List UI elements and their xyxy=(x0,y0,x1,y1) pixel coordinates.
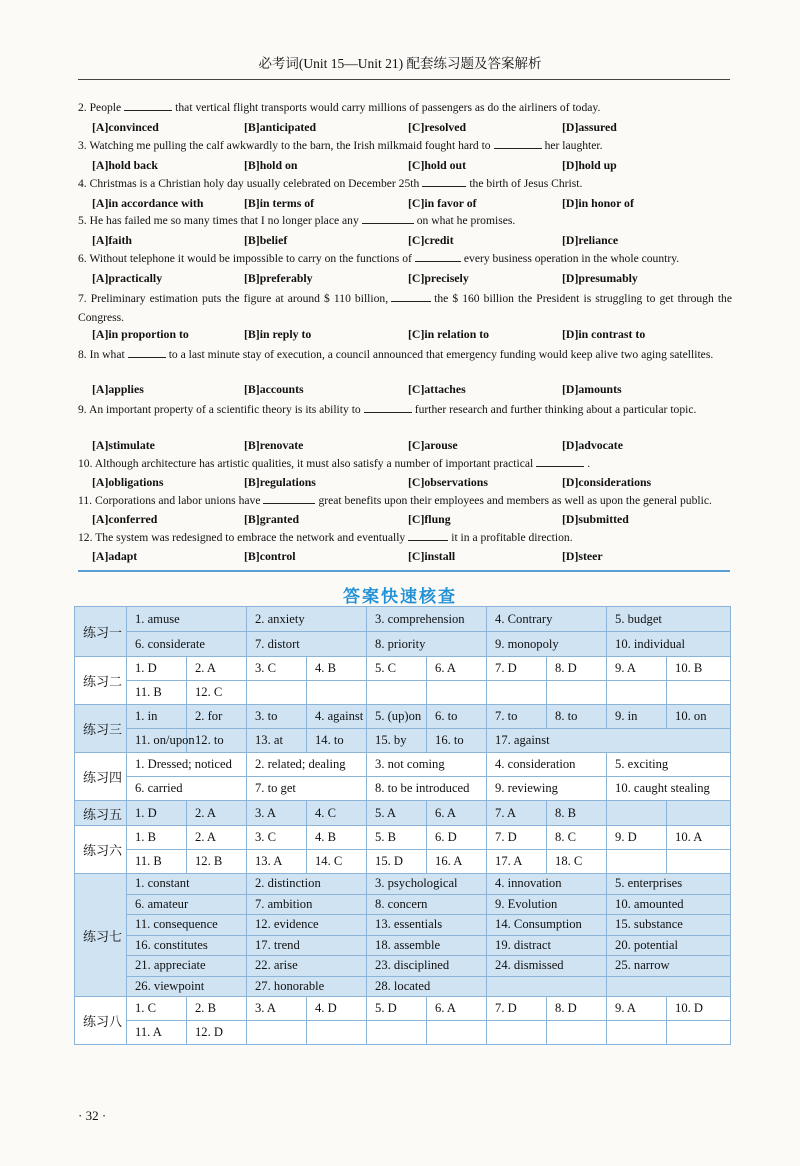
answer-cell xyxy=(607,976,731,997)
option-a: [A]convinced xyxy=(92,120,159,134)
answer-cell: 4. B xyxy=(307,826,367,850)
answer-row xyxy=(75,874,731,895)
answer-cell: 11. on/upon xyxy=(127,729,187,753)
option-c: [C]arouse xyxy=(408,438,458,452)
exercise-label: 练习六 xyxy=(75,826,127,874)
answer-cell: 3. not coming xyxy=(367,753,487,777)
question-text-after: the $ 160 billion the President is struggling to get through the Congress. xyxy=(78,292,732,324)
option-d: [D]in contrast to xyxy=(562,327,646,341)
answer-row xyxy=(75,850,731,874)
answer-cell: 8. C xyxy=(547,826,607,850)
option-c: [C]credit xyxy=(408,233,454,247)
answer-cell: 19. distract xyxy=(487,935,607,956)
exercise-label: 练习五 xyxy=(75,801,127,826)
answer-cell: 11. B xyxy=(127,850,187,874)
answer-cell: 17. A xyxy=(487,850,547,874)
option-d: [D]in honor of xyxy=(562,196,634,210)
question-text-after: further research and further thinking about a particular topic. xyxy=(414,403,697,416)
option-b: [B]preferably xyxy=(244,271,313,285)
answer-cell: 7. to xyxy=(487,705,547,729)
option-d: [D]advocate xyxy=(562,438,623,452)
answer-cell xyxy=(487,681,547,705)
answer-cell: 26. viewpoint xyxy=(127,976,247,997)
answer-row xyxy=(75,976,731,997)
answer-cell: 10. individual xyxy=(607,632,731,657)
option-b: [B]granted xyxy=(244,512,300,526)
answer-cell: 3. C xyxy=(247,657,307,681)
answer-cell: 3. to xyxy=(247,705,307,729)
answer-cell: 4. against xyxy=(307,705,367,729)
page-number: · 32 · xyxy=(78,1108,107,1123)
option-d: [D]steer xyxy=(562,549,603,563)
question-text-before: He has failed me so many times that I no longer place any xyxy=(86,214,359,227)
exercise-label: 练习二 xyxy=(75,657,127,705)
answer-cell xyxy=(547,681,607,705)
answer-cell: 7. to get xyxy=(247,777,367,801)
answer-cell: 3. psychological xyxy=(367,874,487,895)
answer-blank xyxy=(391,291,431,302)
answer-cell xyxy=(607,1021,667,1045)
answer-cell xyxy=(307,681,367,705)
question-text-before: The system was redesigned to embrace the network and eventually xyxy=(92,531,406,544)
question-number: 11. xyxy=(78,494,93,507)
question-3 xyxy=(78,138,732,152)
answer-cell: 14. C xyxy=(307,850,367,874)
answer-cell: 4. innovation xyxy=(487,874,607,895)
answer-row xyxy=(75,801,731,826)
answer-row xyxy=(75,681,731,705)
answer-cell: 6. A xyxy=(427,657,487,681)
question-text-after: the birth of Jesus Christ. xyxy=(469,177,583,190)
answer-cell: 1. C xyxy=(127,997,187,1021)
answer-row xyxy=(75,753,731,777)
option-d: [D]considerations xyxy=(562,475,652,489)
answer-cell: 28. located xyxy=(367,976,487,997)
option-d: [D]assured xyxy=(562,120,617,134)
answer-cell: 4. C xyxy=(307,801,367,826)
answer-cell: 3. A xyxy=(247,997,307,1021)
question-5 xyxy=(78,213,732,227)
option-d: [D]presumably xyxy=(562,271,638,285)
exercise-label: 练习四 xyxy=(75,753,127,801)
option-a: [A]hold back xyxy=(92,158,158,172)
question-number: 6. xyxy=(78,252,87,265)
option-b: [B]hold on xyxy=(244,158,298,172)
answer-cell: 12. C xyxy=(187,681,247,705)
question-4 xyxy=(78,176,732,190)
option-b: [B]in terms of xyxy=(244,196,315,210)
answer-cell: 5. D xyxy=(367,997,427,1021)
answer-cell: 3. comprehension xyxy=(367,607,487,632)
answer-cell: 9. monopoly xyxy=(487,632,607,657)
option-b: [B]belief xyxy=(244,233,288,247)
answer-cell: 7. distort xyxy=(247,632,367,657)
answer-cell: 14. Consumption xyxy=(487,915,607,936)
answer-cell: 6. A xyxy=(427,997,487,1021)
answer-cell: 1. amuse xyxy=(127,607,247,632)
answer-row xyxy=(75,956,731,977)
option-c: [C]in relation to xyxy=(408,327,490,341)
answer-cell: 16. to xyxy=(427,729,487,753)
header-rule xyxy=(78,79,730,80)
answer-cell xyxy=(367,681,427,705)
answer-cell: 5. (up)on xyxy=(367,705,427,729)
answer-cell xyxy=(487,976,607,997)
answer-cell: 8. D xyxy=(547,657,607,681)
answer-blank xyxy=(263,493,315,504)
question-number: 4. xyxy=(78,177,87,190)
answer-cell: 4. B xyxy=(307,657,367,681)
answer-cell: 2. for xyxy=(187,705,247,729)
option-c: [C]hold out xyxy=(408,158,467,172)
answer-blank xyxy=(408,530,448,541)
answer-cell: 17. trend xyxy=(247,935,367,956)
answer-cell: 16. constitutes xyxy=(127,935,247,956)
question-text-before: Preliminary estimation puts the figure at around $ 110 billion, xyxy=(86,292,389,305)
answer-cell: 5. enterprises xyxy=(607,874,731,895)
option-c: [C]install xyxy=(408,549,456,563)
answer-cell xyxy=(427,681,487,705)
answer-cell xyxy=(247,1021,307,1045)
answer-cell: 12. evidence xyxy=(247,915,367,936)
option-c: [C]in favor of xyxy=(408,196,477,210)
answer-cell: 22. arise xyxy=(247,956,367,977)
answer-cell: 8. to xyxy=(547,705,607,729)
answer-blank xyxy=(536,456,584,467)
answer-cell: 8. to be introduced xyxy=(367,777,487,801)
option-a: [A]applies xyxy=(92,382,144,396)
answer-cell: 11. consequence xyxy=(127,915,247,936)
answer-row xyxy=(75,607,731,632)
answer-cell: 27. honorable xyxy=(247,976,367,997)
answer-cell: 24. dismissed xyxy=(487,956,607,977)
answer-cell: 18. C xyxy=(547,850,607,874)
option-d: [D]amounts xyxy=(562,382,622,396)
question-text-before: Although architecture has artistic qualities, it must also satisfy a number of important practical xyxy=(92,457,534,470)
answer-blank xyxy=(494,138,542,149)
answer-cell: 5. exciting xyxy=(607,753,731,777)
answer-cell: 7. D xyxy=(487,657,547,681)
answer-cell: 9. D xyxy=(607,826,667,850)
question-8 xyxy=(78,345,732,364)
answer-row xyxy=(75,729,731,753)
answer-cell xyxy=(607,850,667,874)
answer-row xyxy=(75,705,731,729)
answer-cell: 1. D xyxy=(127,657,187,681)
answer-cell: 2. B xyxy=(187,997,247,1021)
option-c: [C]resolved xyxy=(408,120,467,134)
option-a: [A]conferred xyxy=(92,512,158,526)
answer-cell xyxy=(607,801,667,826)
answer-cell: 5. A xyxy=(367,801,427,826)
answer-cell: 17. against xyxy=(487,729,731,753)
answer-cell: 12. B xyxy=(187,850,247,874)
answer-cell: 10. D xyxy=(667,997,731,1021)
option-a: [A]obligations xyxy=(92,475,164,489)
answer-cell: 7. D xyxy=(487,997,547,1021)
exercise-label: 练习七 xyxy=(75,874,127,997)
option-b: [B]in reply to xyxy=(244,327,312,341)
answer-row xyxy=(75,777,731,801)
question-number: 7. xyxy=(78,292,87,305)
question-number: 9. xyxy=(78,403,87,416)
answer-blank xyxy=(124,100,172,111)
question-text-before: People xyxy=(86,101,122,114)
question-text-before: Corporations and labor unions have xyxy=(92,494,261,507)
option-a: [A]in proportion to xyxy=(92,327,189,341)
option-b: [B]accounts xyxy=(244,382,304,396)
option-a: [A]in accordance with xyxy=(92,196,204,210)
answer-cell xyxy=(547,1021,607,1045)
answer-cell: 15. D xyxy=(367,850,427,874)
answer-blank xyxy=(422,176,466,187)
answer-cell: 6. amateur xyxy=(127,894,247,915)
answer-cell: 5. B xyxy=(367,826,427,850)
answer-cell: 2. anxiety xyxy=(247,607,367,632)
option-c: [C]attaches xyxy=(408,382,466,396)
option-a: [A]practically xyxy=(92,271,163,285)
answer-cell: 25. narrow xyxy=(607,956,731,977)
answer-cell: 6. carried xyxy=(127,777,247,801)
answer-cell: 10. B xyxy=(667,657,731,681)
question-text-before: Watching me pulling the calf awkwardly to the barn, the Irish milkmaid fought hard to xyxy=(86,139,491,152)
question-10 xyxy=(78,456,732,470)
question-text-after: it in a profitable direction. xyxy=(451,531,573,544)
answer-cell: 4. consideration xyxy=(487,753,607,777)
option-a: [A]stimulate xyxy=(92,438,155,452)
answer-cell: 1. constant xyxy=(127,874,247,895)
answer-cell: 14. to xyxy=(307,729,367,753)
answer-cell: 10. caught stealing xyxy=(607,777,731,801)
answer-cell: 7. ambition xyxy=(247,894,367,915)
question-number: 8. xyxy=(78,348,87,361)
question-number: 3. xyxy=(78,139,87,152)
answer-cell: 20. potential xyxy=(607,935,731,956)
question-text-after: every business operation in the whole country. xyxy=(463,252,680,265)
answer-row xyxy=(75,997,731,1021)
question-number: 5. xyxy=(78,214,87,227)
answer-cell: 2. A xyxy=(187,826,247,850)
answer-cell: 8. B xyxy=(547,801,607,826)
question-11 xyxy=(78,493,732,507)
question-text-after: on what he promises. xyxy=(416,214,516,227)
answer-cell: 7. D xyxy=(487,826,547,850)
option-b: [B]regulations xyxy=(244,475,316,489)
answer-cell: 2. distinction xyxy=(247,874,367,895)
answer-row xyxy=(75,894,731,915)
answer-blank xyxy=(415,251,461,262)
question-text-before: Christmas is a Christian holy day usually celebrated on December 25th xyxy=(86,177,420,190)
option-c: [C]precisely xyxy=(408,271,469,285)
option-c: [C]flung xyxy=(408,512,451,526)
answer-row xyxy=(75,1021,731,1045)
option-d: [D]hold up xyxy=(562,158,617,172)
answer-blank xyxy=(128,347,166,358)
answer-cell: 9. A xyxy=(607,657,667,681)
answer-cell: 10. amounted xyxy=(607,894,731,915)
answer-cell: 5. C xyxy=(367,657,427,681)
question-text-after: to a last minute stay of execution, a council announced that emergency funding would keep alive two aging satellites. xyxy=(168,348,714,361)
answer-cell: 15. substance xyxy=(607,915,731,936)
question-6 xyxy=(78,251,732,265)
answer-cell: 2. A xyxy=(187,801,247,826)
section-divider xyxy=(78,570,730,572)
answer-cell: 3. A xyxy=(247,801,307,826)
answer-cell xyxy=(607,681,667,705)
answer-cell xyxy=(487,1021,547,1045)
answer-row xyxy=(75,632,731,657)
question-12 xyxy=(78,530,732,544)
answer-cell: 3. C xyxy=(247,826,307,850)
answer-cell: 1. D xyxy=(127,801,187,826)
answer-cell: 8. D xyxy=(547,997,607,1021)
question-text-before: Without telephone it would be impossible to carry on the functions of xyxy=(86,252,412,265)
answer-cell: 18. assemble xyxy=(367,935,487,956)
answer-cell xyxy=(367,1021,427,1045)
answer-cell: 9. Evolution xyxy=(487,894,607,915)
question-text-after: that vertical flight transports would carry millions of passengers as do the airliners of today. xyxy=(175,101,601,114)
option-c: [C]observations xyxy=(408,475,488,489)
question-number: 10. xyxy=(78,457,93,470)
answer-cell: 16. A xyxy=(427,850,487,874)
answer-cell xyxy=(667,681,731,705)
question-number: 2. xyxy=(78,101,87,114)
option-a: [A]adapt xyxy=(92,549,138,563)
option-b: [B]control xyxy=(244,549,296,563)
exercise-label: 练习三 xyxy=(75,705,127,753)
answer-cell: 23. disciplined xyxy=(367,956,487,977)
answer-cell: 10. on xyxy=(667,705,731,729)
answer-cell: 2. related; dealing xyxy=(247,753,367,777)
question-text-before: In what xyxy=(86,348,125,361)
answer-cell: 7. A xyxy=(487,801,547,826)
answer-cell xyxy=(667,850,731,874)
answer-cell: 1. B xyxy=(127,826,187,850)
answer-cell: 13. A xyxy=(247,850,307,874)
answer-row xyxy=(75,935,731,956)
answer-cell: 10. A xyxy=(667,826,731,850)
option-b: [B]anticipated xyxy=(244,120,317,134)
answer-cell: 15. by xyxy=(367,729,427,753)
answer-cell: 4. D xyxy=(307,997,367,1021)
answer-cell: 11. B xyxy=(127,681,187,705)
answer-cell: 21. appreciate xyxy=(127,956,247,977)
answer-cell: 12. to xyxy=(187,729,247,753)
answer-cell: 6. D xyxy=(427,826,487,850)
answer-cell: 2. A xyxy=(187,657,247,681)
answer-blank xyxy=(364,402,412,413)
answer-cell: 13. at xyxy=(247,729,307,753)
answer-row xyxy=(75,657,731,681)
question-7 xyxy=(78,289,732,327)
answer-cell: 11. A xyxy=(127,1021,187,1045)
exercise-label: 练习八 xyxy=(75,997,127,1045)
question-text-before: An important property of a scientific theory is its ability to xyxy=(86,403,361,416)
option-d: [D]reliance xyxy=(562,233,619,247)
option-a: [A]faith xyxy=(92,233,132,247)
answer-cell: 9. in xyxy=(607,705,667,729)
answer-cell: 6. considerate xyxy=(127,632,247,657)
answer-cell: 8. priority xyxy=(367,632,487,657)
answer-cell: 1. in xyxy=(127,705,187,729)
answer-cell: 8. concern xyxy=(367,894,487,915)
question-2 xyxy=(78,100,732,114)
answer-blank xyxy=(362,213,414,224)
answer-cell: 1. Dressed; noticed xyxy=(127,753,247,777)
answer-row xyxy=(75,915,731,936)
answer-row xyxy=(75,826,731,850)
answer-cell: 6. to xyxy=(427,705,487,729)
answer-cell xyxy=(427,1021,487,1045)
answers-title: 答案快速核查 xyxy=(343,587,457,607)
option-b: [B]renovate xyxy=(244,438,304,452)
answer-cell: 9. reviewing xyxy=(487,777,607,801)
running-header: 必考词(Unit 15—Unit 21) 配套练习题及答案解析 xyxy=(258,56,542,71)
question-number: 12. xyxy=(78,531,93,544)
answer-cell: 5. budget xyxy=(607,607,731,632)
answer-cell xyxy=(247,681,307,705)
question-text-after: . xyxy=(587,457,591,470)
answer-cell: 4. Contrary xyxy=(487,607,607,632)
answer-cell: 9. A xyxy=(607,997,667,1021)
answer-cell: 13. essentials xyxy=(367,915,487,936)
answer-cell: 12. D xyxy=(187,1021,247,1045)
question-text-after: her laughter. xyxy=(544,139,603,152)
exercise-label: 练习一 xyxy=(75,607,127,657)
answer-cell xyxy=(307,1021,367,1045)
answer-cell xyxy=(667,801,731,826)
question-9 xyxy=(78,400,732,419)
question-text-after: great benefits upon their employees and members as well as upon the general public. xyxy=(318,494,712,507)
answer-key-table xyxy=(74,606,731,1045)
option-d: [D]submitted xyxy=(562,512,629,526)
answer-cell xyxy=(667,1021,731,1045)
answer-cell: 6. A xyxy=(427,801,487,826)
